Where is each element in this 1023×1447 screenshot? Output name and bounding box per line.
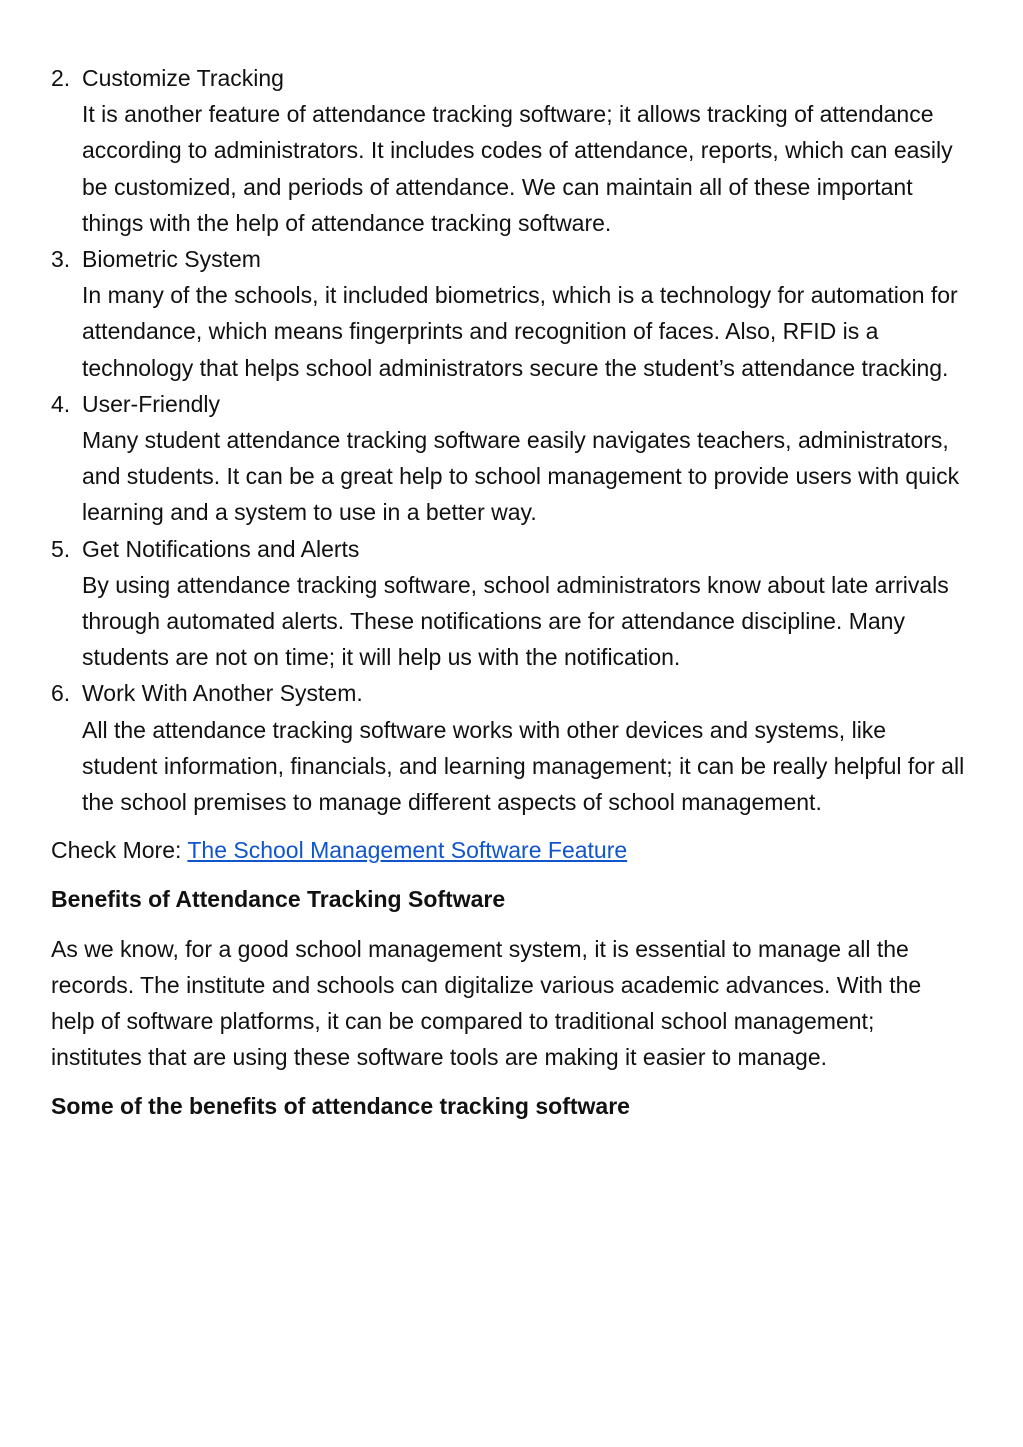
- list-item: [51, 241, 967, 386]
- list-item: [51, 386, 967, 531]
- benefits-heading: Benefits of Attendance Tracking Software: [51, 886, 506, 913]
- list-item-title: Work With Another System.: [82, 680, 363, 707]
- list-item-body: By using attendance tracking software, school administrators know about late arrivals through automated alerts. These notifications are for attendance discipline. Many students are not on time; it will help us with the notification.: [82, 571, 949, 671]
- feature-list: [51, 60, 967, 820]
- list-item-body: In many of the schools, it included biometrics, which is a technology for automation for attendance, which means fingerprints and recognition of faces. Also, RFID is a technology that helps school administrators secure the student’s attendance tracking.: [82, 282, 958, 381]
- some-benefits-heading: Some of the benefits of attendance tracking software: [51, 1093, 630, 1120]
- list-item-number: 6.: [51, 680, 71, 707]
- list-item: [51, 60, 967, 241]
- list-item-title: User-Friendly: [82, 390, 221, 417]
- list-item-number: 2.: [51, 65, 71, 91]
- list-item: [51, 531, 967, 676]
- list-item: [51, 675, 967, 820]
- list-item-number: 4.: [51, 390, 71, 417]
- list-item-number: 3.: [51, 246, 71, 273]
- benefits-paragraph: As we know, for a good school management system, it is essential to manage all the records. The institute and schools can digitalize various academic advances. With the help of software platforms, it can be compared to traditional school management; institutes that are using these software tools are making it easier to manage.: [51, 935, 922, 1071]
- list-item-title: Customize Tracking: [82, 65, 284, 91]
- school-management-feature-link[interactable]: The School Management Software Feature: [187, 837, 628, 864]
- list-item-body: Many student attendance tracking software easily navigates teachers, administrators, and students. It can be a great help to school management to provide users with quick learning and a system to use in a better way.: [82, 427, 960, 526]
- list-item-body: All the attendance tracking software works with other devices and systems, like student information, financials, and learning management; it can be really helpful for all the school premises to manage different aspects of school management.: [82, 716, 965, 816]
- list-item-body: It is another feature of attendance tracking software; it allows tracking of attendance according to administrators. It includes codes of attendance, reports, which can easily be customized, and periods of attendance. We can maintain all of these important things with the help of attendance tracking software.: [82, 101, 953, 236]
- check-more-prefix: Check More:: [51, 837, 188, 864]
- check-more-line: [51, 832, 967, 868]
- list-item-number: 5.: [51, 535, 71, 562]
- list-item-title: Get Notifications and Alerts: [82, 535, 360, 562]
- list-item-title: Biometric System: [82, 246, 261, 273]
